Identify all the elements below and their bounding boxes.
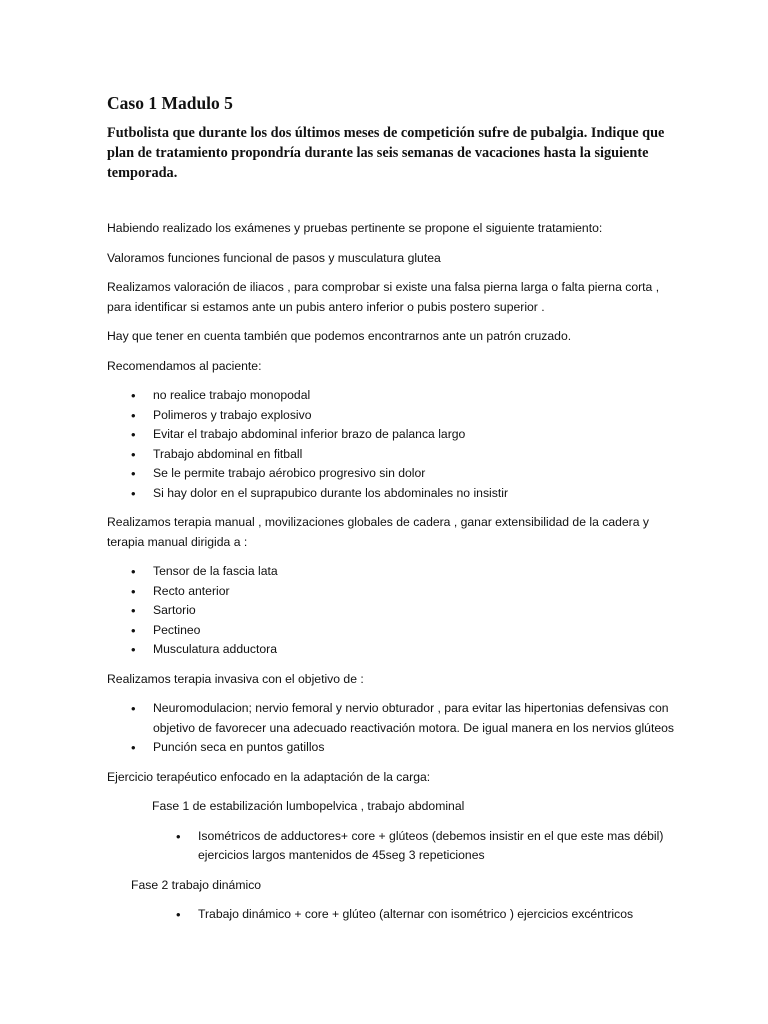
list-item: • Isométricos de adductores+ core + glúteos (debemos insistir en el que este mas débil) ejercicios largos mantenidos de 45seg 3 repeticiones [107, 827, 677, 866]
list-item: • no realice trabajo monopodal [107, 386, 677, 406]
list-item: • Pectineo [107, 621, 677, 641]
list-item: • Neuromodulacion; nervio femoral y nervio obturador , para evitar las hipertonias defensivas con objetivo de favorecer una adecuado reactivación motora. De igual manera en los nervios glúteos [107, 699, 677, 738]
list-item: • Tensor de la fascia lata [107, 562, 677, 582]
recomendamos-heading: Recomendamos al paciente: [107, 358, 262, 373]
muscles-list [107, 562, 677, 660]
list-item: • Sartorio [107, 601, 677, 621]
list-item: • Trabajo abdominal en fitball [107, 445, 677, 465]
case-statement: Futbolista que durante los dos últimos meses de competición sufre de pubalgia. Indique que plan de tratamiento propondría durante las seis semanas de vacaciones hasta la siguiente temporada. [107, 125, 665, 181]
terapia-invasiva-paragraph: Realizamos terapia invasiva con el objetivo de : [107, 671, 364, 686]
list-item: • Trabajo dinámico + core + glúteo (alternar con isométrico ) ejercicios excéntricos [107, 905, 677, 925]
iliacos-paragraph: Realizamos valoración de iliacos , para comprobar si existe una falsa pierna larga o falta pierna corta , para identificar si estamos ante un pubis antero inferior o pubis postero superior . [107, 280, 660, 314]
list-item: • Evitar el trabajo abdominal inferior brazo de palanca largo [107, 425, 677, 445]
terapia-manual-paragraph: Realizamos terapia manual , movilizaciones globales de cadera , ganar extensibilidad de la cadera y terapia manual dirigida a : [107, 515, 649, 549]
cruzado-paragraph: Hay que tener en cuenta también que podemos encontrarnos ante un patrón cruzado. [107, 329, 572, 343]
ejercicio-paragraph: Ejercicio terapéutico enfocado en la adaptación de la carga: [107, 769, 431, 784]
list-item: • Musculatura adductora [107, 640, 677, 660]
list-item: • Si hay dolor en el suprapubico durante los abdominales no insistir [107, 484, 677, 504]
phase-1-heading: Fase 1 de estabilización lumbopelvica , trabajo abdominal [152, 799, 465, 813]
phase-2-list [107, 905, 677, 925]
intro-paragraph: Habiendo realizado los exámenes y pruebas pertinente se propone el siguiente tratamiento: [107, 221, 603, 235]
invasive-therapy-list [107, 699, 677, 758]
valoramos-paragraph: Valoramos funciones funcional de pasos y musculatura glutea [107, 250, 441, 265]
page-title: Caso 1 Madulo 5 [107, 93, 233, 113]
phase-1-list [107, 827, 677, 866]
document-body [107, 219, 677, 935]
recommendations-list [107, 386, 677, 503]
list-item: • Recto anterior [107, 582, 677, 602]
list-item: • Polimeros y trabajo explosivo [107, 406, 677, 426]
list-item: • Punción seca en puntos gatillos [107, 738, 677, 758]
list-item: • Se le permite trabajo aérobico progresivo sin dolor [107, 464, 677, 484]
phase-2-heading: Fase 2 trabajo dinámico [131, 877, 262, 892]
